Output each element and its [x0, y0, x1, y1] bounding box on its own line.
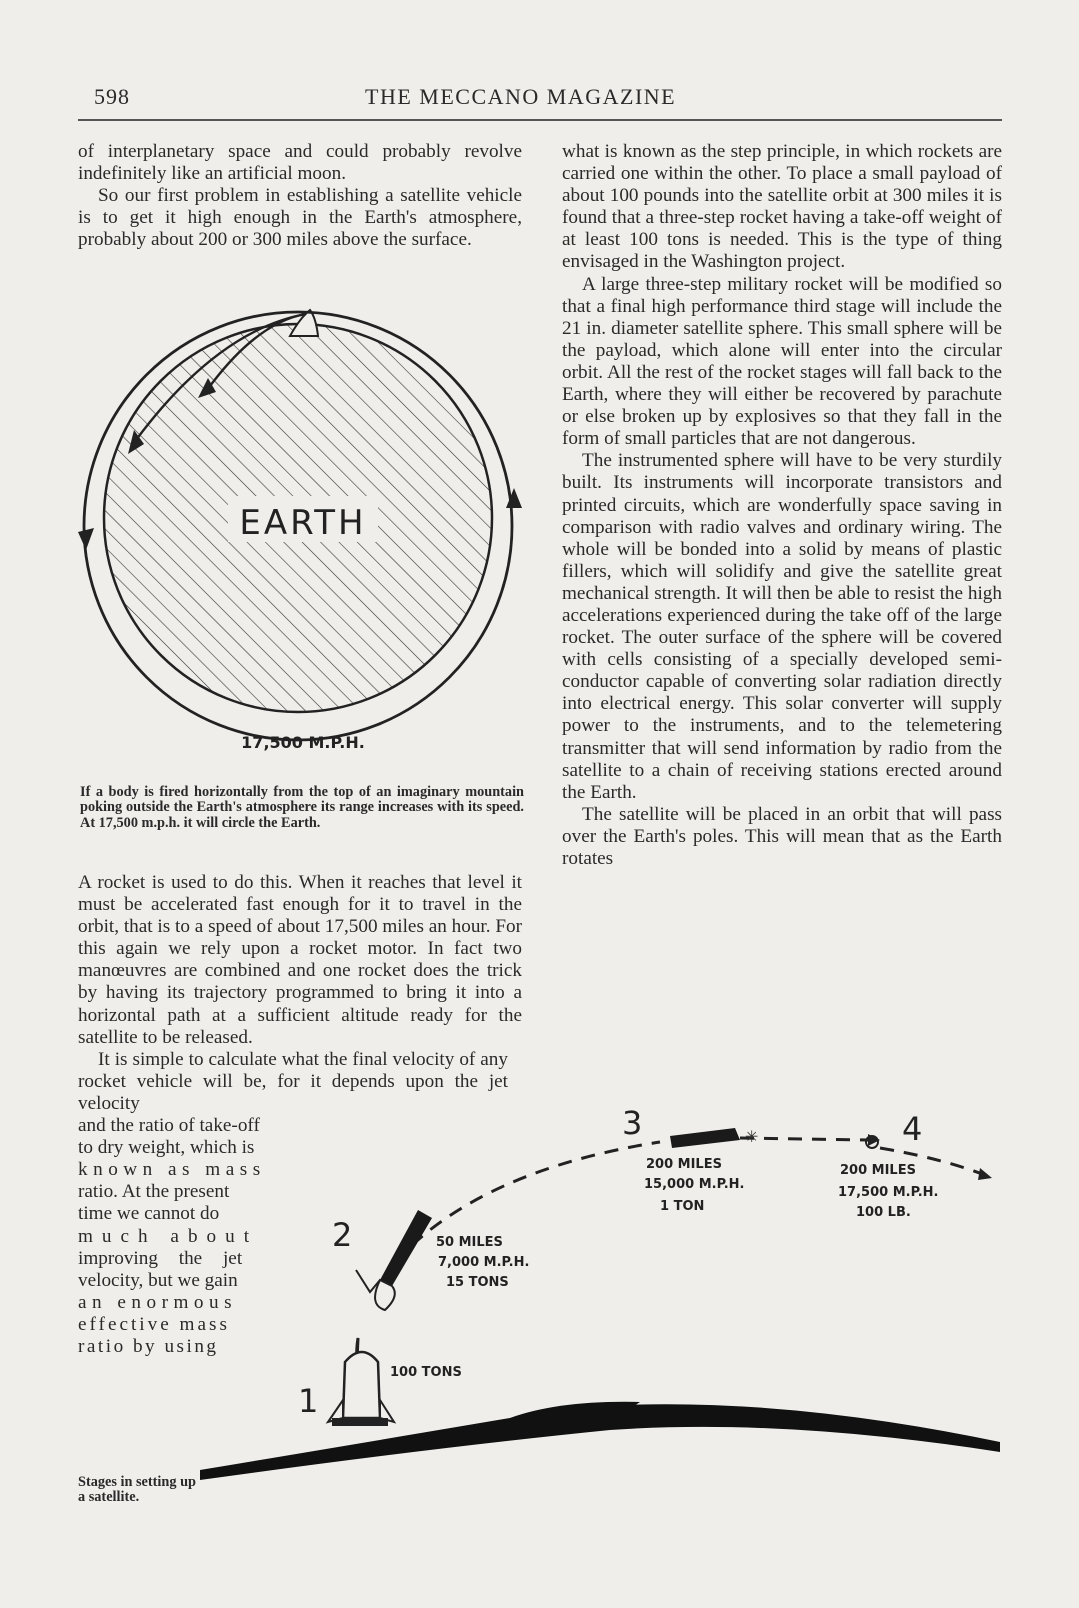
svg-text:50 MILES: 50 MILES: [436, 1235, 503, 1250]
svg-text:✳: ✳: [745, 1129, 759, 1146]
text-line: improving the jet: [78, 1247, 243, 1269]
stage-3-label: [622, 1104, 744, 1214]
paragraph: The instrumented sphere will have to be very sturdily built. Its instruments will incorporate transistors and printed circuits, which are wonderfully space saving in comparison with radio valves and ordinary wiring. The whole will be bonded into a solid by means of plastic fillers, which will solidify and give the satellite great mechanical strength. It will then be able to resist the high accelerations experienced during the take off of the large rocket. The outer surface of the sphere will be covered with cells consisting of a specially developed semi-conductor capable of converting solar radiation directly into electrical energy. This solar converter will supply power to the instruments, and to the telemetering transmitter that will send information by radio from the satellite to a chain of receiving stations erected around the Earth.: [562, 450, 1002, 803]
header-rule: [78, 119, 1002, 121]
paragraph: It is simple to calculate what the final velocity of any rocket vehicle will be, for it depends upon the jet velocity: [78, 1048, 508, 1114]
text-line: velocity, but we gain: [78, 1269, 238, 1291]
text-line: ratio. At the present: [78, 1181, 230, 1203]
stage-number: 1: [298, 1382, 319, 1420]
right-column: [562, 141, 1002, 870]
paragraph: So our first problem in establishing a satellite vehicle is to get it high enough in the Earth's atmosphere, probably about 200 or 300 miles above the surface.: [78, 185, 522, 251]
svg-text:200 MILES: 200 MILES: [646, 1157, 722, 1172]
trajectory-path: [395, 1142, 660, 1262]
svg-text:1 TON: 1 TON: [660, 1199, 705, 1214]
text-line: known as mass: [78, 1159, 266, 1181]
caption-text: Stages in setting up a satellite.: [78, 1474, 196, 1506]
stages-figure-caption: [78, 1475, 196, 1506]
paragraph: A large three-step military rocket will be modified so that a final high performance third stage will include the 21 in. diameter satellite sphere. This small sphere will be the payload, which alone will enter into the circular orbit. All the rest of the rocket stages will fall back to the Earth, where they will either be recovered by parachute or else broken up by explosives so that they fall in the form of small particles that are not dangerous.: [562, 273, 1002, 450]
trajectory-path: [740, 1138, 870, 1140]
magazine-title: THE MECCANO MAGAZINE: [365, 84, 677, 109]
text-line: effective mass: [78, 1313, 230, 1335]
svg-text:15 TONS: 15 TONS: [446, 1275, 509, 1290]
rocket-stages-diagram: [180, 1100, 1010, 1520]
text-line: and the ratio of take-off: [78, 1115, 260, 1137]
svg-text:7,000 M.P.H.: 7,000 M.P.H.: [438, 1255, 530, 1270]
text-line: to dry weight, which is: [78, 1137, 255, 1159]
earth-figure-caption: [80, 785, 524, 831]
text-line: time we cannot do: [78, 1203, 220, 1225]
text-line: an enormous: [78, 1291, 238, 1313]
text-line: much about: [78, 1225, 259, 1247]
caption-text: If a body is fired horizontally from the top of an imaginary mountain poking outside the Earth's atmosphere its range increases with its speed. At 17,500 m.p.h. it will circle the Earth.: [80, 784, 524, 831]
svg-text:15,000 M.P.H.: 15,000 M.P.H.: [644, 1177, 745, 1192]
orbit-speed-label: 17,500 M.P.H.: [241, 733, 365, 752]
earth-label: EARTH: [239, 503, 367, 543]
arrow-head: [78, 528, 94, 550]
paragraph: A rocket is used to do this. When it reaches that level it must be accelerated fast enough for it to travel in the orbit, that is to a speed of about 17,500 miles an hour. For this again we rely upon a rocket motor. In fact two manœuvres are combined and one rocket does the trick by having its trajectory programmed to bring it into a horizontal path at a sufficient altitude ready for the satellite to be released.: [78, 872, 522, 1048]
left-column-top: [78, 141, 522, 251]
stage-number: 3: [622, 1104, 643, 1142]
paragraph: The satellite will be placed in an orbit that will pass over the Earth's poles. This will mean that as the Earth rotates: [562, 803, 1002, 869]
svg-text:200 MILES: 200 MILES: [840, 1163, 916, 1178]
page-number: 598: [94, 84, 130, 109]
stage-3-rocket: [670, 1128, 740, 1148]
svg-text:100 LB.: 100 LB.: [856, 1205, 911, 1220]
stage-1-rocket: [328, 1338, 394, 1426]
paragraph: what is known as the step principle, in which rockets are carried one within the other. To place a small payload of about 100 pounds into the satellite orbit at 300 miles it is found that a three-step rocket having a take-off weight of at least 100 tons is needed. This is the type of thing envisaged in the Washington project.: [562, 141, 1002, 273]
text-line: ratio by using: [78, 1335, 219, 1357]
svg-text:17,500 M.P.H.: 17,500 M.P.H.: [838, 1185, 939, 1200]
stage-number: 4: [902, 1110, 923, 1148]
stage-4-label: [838, 1110, 938, 1220]
stage-2-rocket: [356, 1210, 432, 1310]
paragraph: of interplanetary space and could probably revolve indefinitely like an artificial moon.: [78, 141, 522, 185]
svg-text:100 TONS: 100 TONS: [390, 1365, 462, 1380]
stage-number: 2: [332, 1216, 353, 1254]
earth-orbit-diagram: [78, 300, 528, 760]
